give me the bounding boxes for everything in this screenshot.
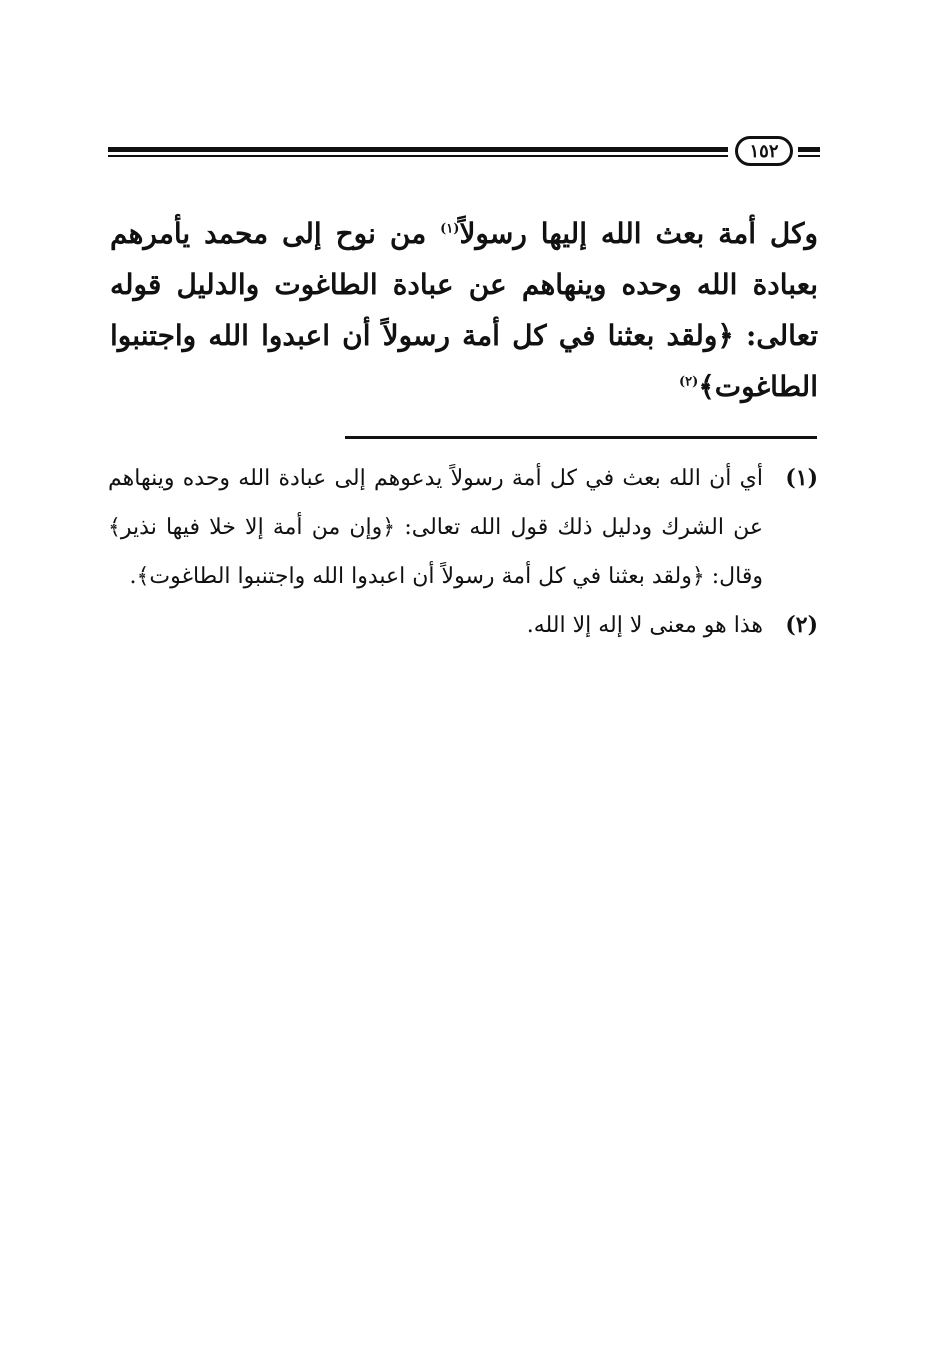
page-header xyxy=(108,134,818,170)
footnote-separator xyxy=(345,436,817,439)
footnote-text: هذا هو معنى لا إله إلا الله. xyxy=(526,613,763,638)
footnote-item xyxy=(108,601,818,650)
header-rule-thin xyxy=(108,155,728,157)
main-paragraph xyxy=(110,208,818,412)
footnotes xyxy=(108,454,818,650)
footnote-item xyxy=(108,454,818,601)
footnote-text: أي أن الله بعث في كل أمة رسولاً يدعوهم إلى عبادة الله وحده وينهاهم عن الشرك ودليل ذلك قول الله تعالى: ﴿وإن من أمة إلا خلا فيها نذير﴾ وقال: ﴿ولقد بعثنا في كل أمة رسولاً أن اعبدوا الله واجتنبوا الطاغوت﴾. xyxy=(108,466,763,589)
footnote-ref-2: (٢) xyxy=(679,374,699,390)
footnote-number: (٢) xyxy=(785,612,818,638)
main-text-part-1: وكل أمة بعث الله إليها رسولاً xyxy=(459,217,818,250)
footnote-ref-1: (١) xyxy=(440,221,460,237)
header-rule-thick xyxy=(108,147,728,152)
header-rule-short-thick xyxy=(798,147,820,152)
main-text-part-2: من نوح إلى محمد يأمرهم بعبادة الله وحده وينهاهم عن عبادة الطاغوت والدليل قوله تعالى: ﴿ولقد بعثنا في كل أمة رسولاً أن اعبدوا الله واجتنبوا الطاغوت﴾ xyxy=(110,217,818,403)
header-rule-short-thin xyxy=(798,155,820,157)
footnote-number: (١) xyxy=(785,465,818,491)
page-number: ١٥٢ xyxy=(735,136,793,166)
